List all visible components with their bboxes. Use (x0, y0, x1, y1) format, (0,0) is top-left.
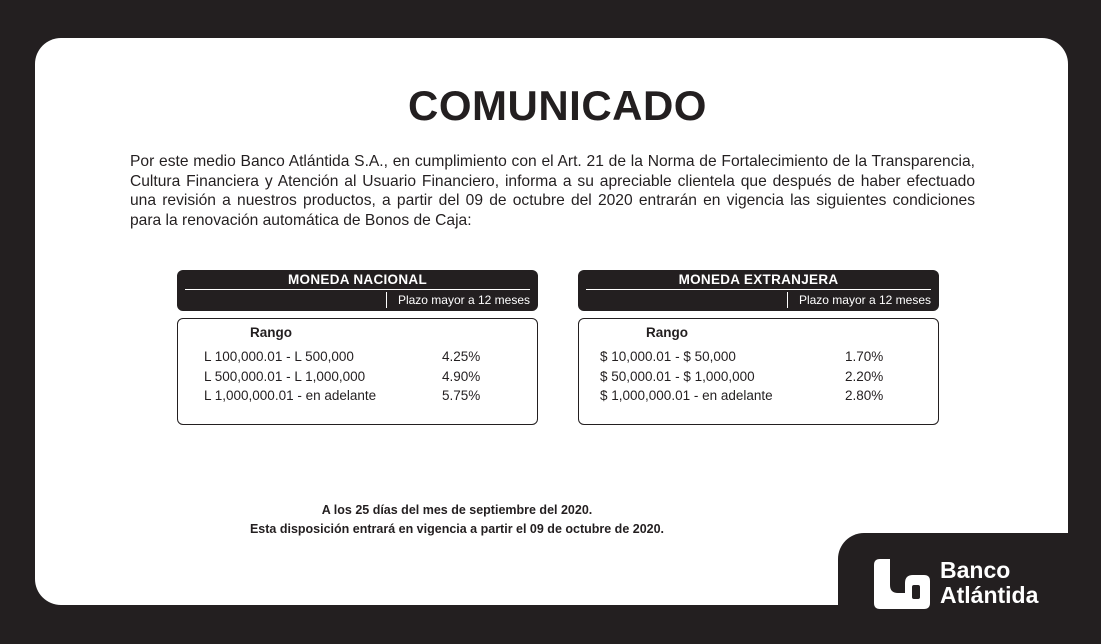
rate-value: 5.75% (442, 388, 481, 403)
rate-value: 1.70% (845, 349, 884, 364)
header-separator (787, 292, 788, 308)
table-row (600, 349, 910, 369)
footer-note (200, 501, 714, 539)
currency-label: MONEDA NACIONAL (288, 272, 427, 287)
table-moneda-nacional (177, 270, 538, 425)
range-value: L 100,000.01 - L 500,000 (204, 349, 354, 364)
range-value: L 500,000.01 - L 1,000,000 (204, 369, 366, 384)
rate-value: 4.25% (442, 349, 481, 364)
footer-validity: Esta disposición entrará en vigencia a partir el 09 de octubre de 2020. (249, 522, 665, 536)
bank-logo-icon (874, 559, 930, 609)
range-value: L 1,000,000.01 - en adelante (204, 388, 377, 403)
header-divider (185, 289, 530, 290)
logo-line-banco: Banco (940, 557, 1011, 583)
table-row (600, 369, 910, 389)
range-value: $ 1,000,000.01 - en adelante (600, 388, 773, 403)
term-label: Plazo mayor a 12 meses (798, 293, 931, 307)
table-moneda-extranjera (578, 270, 939, 425)
header-divider (586, 289, 931, 290)
logo-text (940, 558, 1038, 608)
currency-label: MONEDA EXTRANJERA (678, 272, 839, 287)
rate-value: 2.80% (845, 388, 884, 403)
range-header: Rango (250, 325, 292, 340)
table-body (177, 318, 538, 425)
table-row (204, 349, 514, 369)
footer-date: A los 25 días del mes de septiembre del 2020. (321, 503, 593, 517)
banco-atlantida-logo (874, 558, 1074, 612)
table-body (578, 318, 939, 425)
range-header: Rango (646, 325, 688, 340)
rate-value: 2.20% (845, 369, 884, 384)
range-value: $ 50,000.01 - $ 1,000,000 (600, 369, 755, 384)
table-row (204, 369, 514, 389)
term-label: Plazo mayor a 12 meses (397, 293, 530, 307)
logo-line-atlantida: Atlántida (940, 582, 1039, 608)
header-separator (386, 292, 387, 308)
table-row (204, 388, 514, 408)
rate-value: 4.90% (442, 369, 481, 384)
table-header (177, 270, 538, 311)
page-title: COMUNICADO (408, 82, 707, 129)
table-header (578, 270, 939, 311)
intro-paragraph: Por este medio Banco Atlántida S.A., en cumplimiento con el Art. 21 de la Norma de Fortalecimiento de la Transparencia, Cultura Financiera y Atención al Usuario Financiero, informa a su apreciable clientela que después de haber efectuado una revisión a nuestros productos, a partir del 09 de octubre del 2020 entrarán en vigencia las siguientes condiciones para la renovación automática de Bonos de Caja: (130, 153, 975, 229)
table-row (600, 388, 910, 408)
range-value: $ 10,000.01 - $ 50,000 (600, 349, 736, 364)
